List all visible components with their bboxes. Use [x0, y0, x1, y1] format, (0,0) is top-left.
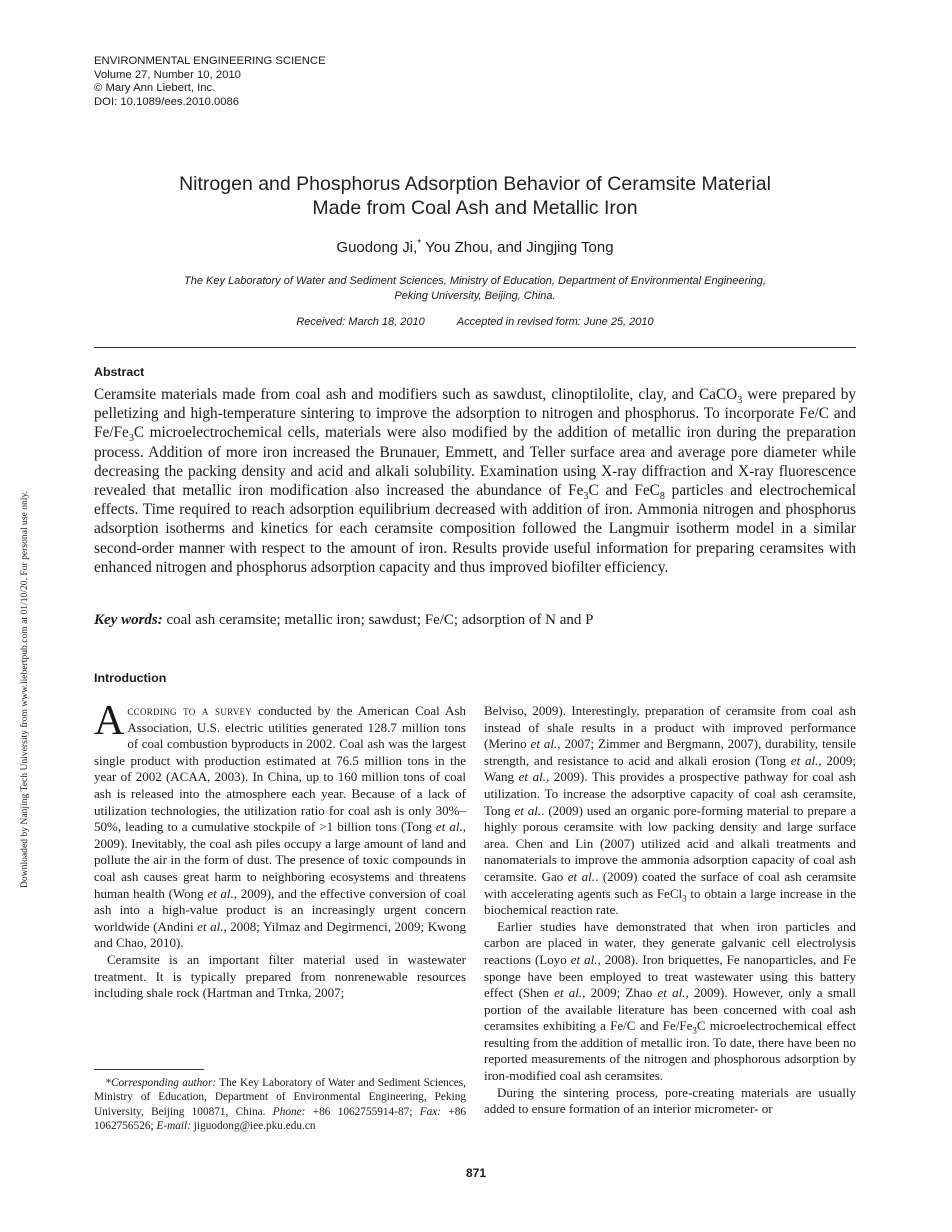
page-number: 871	[465, 1166, 487, 1180]
abstract-sub-1: 3	[737, 395, 743, 407]
citation-etal: et al.	[657, 985, 686, 1001]
affiliation	[94, 274, 856, 304]
citation-etal: et al.	[567, 868, 596, 884]
intro-smallcaps: ccording to a survey	[127, 703, 253, 718]
intro-paragraph-continued	[484, 703, 856, 919]
journal-doi: DOI: 10.1089/ees.2010.0086	[94, 95, 240, 108]
affiliation-line-1: The Key Laboratory of Water and Sediment Sciences, Ministry of Education, Department of Environmental Engineering,	[184, 275, 766, 287]
received-date: Received: March 18, 2010	[296, 316, 425, 328]
intro-text: Belviso, 2009). Interestingly, preparation of ceramsite from coal ash instead of shale results in a product with improved performance (Merino	[484, 703, 856, 752]
introduction-heading: Introduction	[94, 671, 167, 685]
title-line-2: Made from Coal Ash and Metallic Iron	[312, 197, 638, 219]
abstract-sub-2: 3	[128, 433, 134, 445]
authors-rest: You Zhou, and Jingjing Tong	[421, 239, 614, 256]
citation-etal: et al.	[518, 769, 547, 785]
left-column	[94, 698, 467, 1002]
fax-number: +86 1062756526;	[94, 1105, 466, 1132]
fax-label: Fax:	[419, 1105, 442, 1118]
title-line-1: Nitrogen and Phosphorus Adsorption Behavior of Ceramsite Material	[179, 173, 771, 195]
abstract-part-5: particles and electrochemical effects. Time required to reach adsorption equilibrium decreased with addition of iron. Ammonia nitrogen and phosphorus adsorption isotherms and kinetics for each ceramsite composition followed the Langmuir isotherm model in a similar second-order manner with respect to the amount of iron. Results provide useful information for preparing ceramsites with enhanced nitrogen and phosphorus adsorption capacity and thus improved biofilter efficiency.	[94, 482, 857, 576]
email-label: E-mail:	[156, 1119, 191, 1132]
intro-paragraph-4: During the sintering process, pore-creating materials are usually added to ensure formation of an interior micrometer- or	[484, 1084, 856, 1117]
journal-volume: Volume 27, Number 10, 2010	[94, 68, 241, 81]
intro-sub: 3	[692, 1025, 697, 1036]
abstract-heading: Abstract	[94, 365, 145, 379]
intro-paragraph-3	[484, 919, 856, 1085]
accepted-date: Accepted in revised form: June 25, 2010	[456, 316, 654, 328]
corresponding-author-footnote	[94, 1076, 466, 1133]
download-watermark-text: Downloaded by Nanjing Tech University from www.liebertpub.com at 01/10/20. For personal use only.	[19, 490, 30, 888]
intro-text: , 2009; Wang	[484, 752, 856, 785]
footnote-divider	[94, 1069, 204, 1070]
citation-etal: et al.	[514, 802, 542, 818]
citation-etal: et al.	[554, 985, 583, 1001]
citation-etal: et al.	[570, 951, 598, 967]
abstract-sub-3: 3	[583, 491, 589, 503]
header-divider	[94, 347, 856, 348]
email-address[interactable]: jiguodong@iee.pku.edu.cn	[190, 1119, 316, 1132]
intro-text: , 2009), and the effective conversion of coal ash into a high-value product is an increasingly urgent concern worldwide (Andini	[94, 885, 466, 934]
drop-cap: A	[94, 698, 125, 744]
intro-text: , 2009). Inevitably, the coal ash piles occupy a large amount of land and pollute the air in the form of dust. The presence of toxic compounds in coal ash causes great harm to neighboring ecosystems and threatens human health (Wong	[94, 819, 466, 901]
journal-copyright: © Mary Ann Liebert, Inc.	[94, 82, 216, 95]
intro-text: C microelectrochemical effect resulting from the addition of metallic iron. To date, there have been no reported measurements of the nitrogen and phosphorous adsorption by iron-modified coal ash ceramsites.	[484, 1018, 856, 1084]
intro-text: , 2009). This provides a prospective pathway for coal ash utilization. To increase the adsorptive capacity of coal ash ceramsite, Tong	[484, 769, 857, 818]
abstract-text	[94, 385, 856, 577]
author-list	[94, 238, 856, 256]
intro-text: , 2007; Zimmer and Bergmann, 2007), durability, tensile strength, and resistance to acid and alkali erosion (Tong	[484, 736, 857, 768]
intro-sub: 3	[682, 893, 687, 904]
intro-paragraph-1	[94, 698, 467, 952]
article-title	[94, 172, 856, 220]
footnote-label: *Corresponding author:	[105, 1077, 217, 1089]
abstract-part-3: C microelectrochemical cells, materials were also modified by the addition of metallic iron during the preparation process. Addition of more iron increased the Brunauer, Emmett, and Teller surface area and average pore diameter while decreasing the packing density and acid and alkali solubility. Examination using X-ray diffraction and X-ray fluorescence revealed that metallic iron modification also increased the abundance of Fe	[94, 424, 856, 500]
citation-etal: et al.	[530, 736, 558, 752]
intro-text: conducted by the American Coal Ash Association, U.S. electric utilities generated 128.7 million tons of coal combustion byproducts in 2002. Coal ash was the largest single product with production estimated at 76.5 million tons in the year of 2002 (ACAA, 2003). In China, up to 160 million tons of coal ash is released into the atmosphere each year. Because of a lack of utilization technologies, the utilization ratio for coal ash is only 30%–50%, leading to a cumulative stockpile of >1 billion tons (Tong	[94, 703, 467, 835]
intro-paragraph-2: Ceramsite is an important filter material used in wastewater treatment. It is typically prepared from nonrenewable resources including shale rock (Hartman and Trnka, 2007;	[94, 951, 466, 1001]
phone-label: Phone:	[272, 1105, 306, 1118]
intro-text: Earlier studies have demonstrated that when iron particles and carbon are placed in water, they generate galvanic cell electrolysis reactions (Loyo	[484, 918, 856, 967]
intro-text: , 2009). However, only a small portion of the available literature has been concerned with coal ash ceramsites exhibiting a Fe/C and Fe/Fe	[484, 985, 856, 1034]
intro-text: , 2008). Iron briquettes, Fe nanoparticles, and Fe sponge have been employed to treat wastewater using this battery effect (Shen	[484, 951, 856, 1001]
author-1: Guodong Ji,	[336, 239, 418, 256]
intro-text: , 2008; Yilmaz and Degirmenci, 2009; Kwong and Chao, 2010).	[94, 918, 466, 951]
keywords-list: coal ash ceramsite; metallic iron; sawdust; Fe/C; adsorption of N and P	[162, 612, 594, 628]
journal-header	[94, 55, 326, 109]
corresponding-mark: *	[417, 238, 422, 249]
abstract-part-4: C and FeC	[588, 482, 660, 500]
footnote-text: The Key Laboratory of Water and Sediment Sciences, Ministry of Education, Department of Environmental Engineering, Peking University, Beijing 100871, China.	[94, 1077, 466, 1118]
right-column	[484, 703, 856, 1118]
journal-name: ENVIRONMENTAL ENGINEERING SCIENCE	[94, 55, 326, 67]
abstract-part-2: were prepared by pelletizing and high-temperature sintering to improve the adsorption to nitrogen and phosphorus. To incorporate Fe/C and Fe/Fe	[94, 386, 856, 442]
citation-etal: et al.	[435, 819, 463, 835]
keywords-label: Key words:	[94, 612, 163, 628]
citation-etal: et al.	[197, 918, 224, 934]
abstract-sub-4: 8	[659, 491, 665, 503]
citation-etal: et al.	[790, 752, 819, 768]
intro-text: . (2009) used an organic pore-forming material to prepare a highly porous ceramsite with low packing density and large surface area. Chen and Lin (2007) utilized acid and alkali treatments and nanomaterials to improve the ammonia adsorption capacity of coal ash ceramsite. Gao	[484, 802, 856, 884]
phone-number: +86 1062755914-87;	[305, 1105, 420, 1118]
keywords	[94, 612, 856, 629]
article-dates	[94, 316, 856, 328]
intro-text: , 2009; Zhao	[582, 985, 658, 1001]
intro-text: . (2009) coated the surface of coal ash ceramsite with accelerating agents such as FeCl	[484, 868, 856, 901]
intro-text: to obtain a large increase in the biochemical reaction rate.	[484, 885, 856, 918]
affiliation-line-2: Peking University, Beijing, China.	[394, 290, 556, 302]
abstract-part-1: Ceramsite materials made from coal ash and modifiers such as sawdust, clinoptilolite, clay, and CaCO	[94, 386, 738, 403]
citation-etal: et al.	[207, 885, 234, 901]
